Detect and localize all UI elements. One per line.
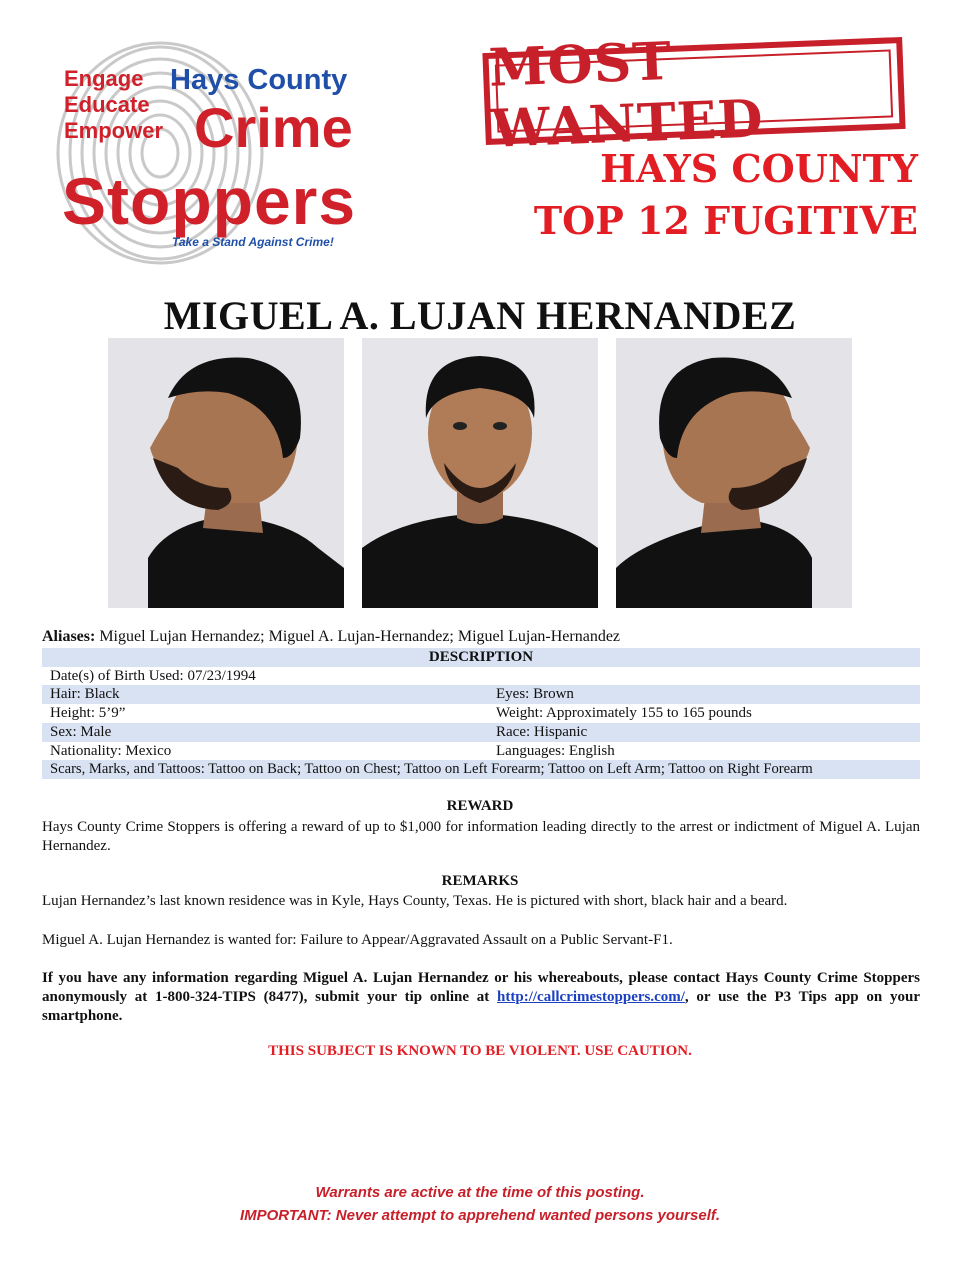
nationality: Nationality: Mexico xyxy=(50,742,172,759)
contact-before: If you have any information regarding Miguel A. Lujan Hernandez or his whereabouts, please contact Hays County Crime Stoppers anonymously at 1-800-324-TIPS (8477), submit your tip online at xyxy=(42,970,920,1005)
eyes: Eyes: Brown xyxy=(488,685,920,704)
scars-marks-tattoos: Scars, Marks, and Tattoos: Tattoo on Back; Tattoo on Chest; Tattoo on Left Forearm; Tattoo on Left Arm; Tattoo on Right Forearm xyxy=(42,760,920,779)
violent-warning: THIS SUBJECT IS KNOWN TO BE VIOLENT. USE CAUTION. xyxy=(268,1043,692,1059)
fugitive-name: MIGUEL A. LUJAN HERNANDEZ xyxy=(163,293,797,338)
logo-tagline: Take a Stand Against Crime! xyxy=(172,235,334,249)
languages: Languages: English xyxy=(496,742,615,759)
reward-title: REWARD xyxy=(446,798,514,814)
footer-warrants: Warrants are active at the time of this posting. xyxy=(315,1184,645,1201)
logo-educate: Educate xyxy=(64,92,150,117)
aliases xyxy=(42,628,620,646)
aliases-value: Miguel Lujan Hernandez; Miguel A. Lujan-Hernandez; Miguel Lujan-Hernandez xyxy=(99,628,621,645)
most-wanted-stamp xyxy=(482,30,905,160)
contact-after: , or use the P3 Tips app on your smartphone. xyxy=(42,989,920,1024)
logo-county: Hays County xyxy=(170,64,348,96)
crimestoppers-link[interactable]: http://callcrimestoppers.com/ xyxy=(497,989,685,1005)
footer-important: IMPORTANT: Never attempt to apprehend wanted persons yourself. xyxy=(239,1207,721,1224)
aliases-label: Aliases: xyxy=(42,628,96,645)
header-fugitive: TOP 12 FUGITIVE xyxy=(533,198,918,243)
logo-crime: Crime xyxy=(194,96,353,159)
logo-empower: Empower xyxy=(64,118,164,143)
stamp-text: MOST WANTED xyxy=(487,30,765,160)
logo-stoppers: Stoppers xyxy=(62,164,357,238)
weight: Weight: Approximately 155 to 165 pounds xyxy=(496,705,752,722)
crime-stoppers-logo xyxy=(40,28,360,268)
height: Height: 5’9” xyxy=(50,705,126,722)
race: Race: Hispanic xyxy=(488,723,920,742)
hair: Hair: Black xyxy=(42,685,488,704)
remarks-title: REMARKS xyxy=(441,873,519,889)
remarks-text: Lujan Hernandez’s last known residence was in Kyle, Hays County, Texas. He is pictured with short, black hair and a beard. xyxy=(42,893,788,909)
sex: Sex: Male xyxy=(42,723,488,742)
mugshot-left-profile xyxy=(108,338,344,608)
description-title: DESCRIPTION xyxy=(42,648,920,667)
mugshot-front xyxy=(362,338,598,608)
wanted-for-text: Miguel A. Lujan Hernandez is wanted for: Failure to Appear/Aggravated Assault on a Public Servant-F1. xyxy=(42,932,673,948)
mugshot-right-profile xyxy=(616,338,852,608)
contact-text xyxy=(42,969,920,1026)
reward-text: Hays County Crime Stoppers is offering a reward of up to $1,000 for information leading directly to the arrest or indictment of Miguel A. Lujan Hernandez. xyxy=(42,819,920,854)
header-county: HAYS COUNTY xyxy=(600,146,918,191)
logo-engage: Engage xyxy=(64,66,144,91)
dob: Date(s) of Birth Used: 07/23/1994 xyxy=(50,667,256,684)
description-table xyxy=(42,648,920,779)
